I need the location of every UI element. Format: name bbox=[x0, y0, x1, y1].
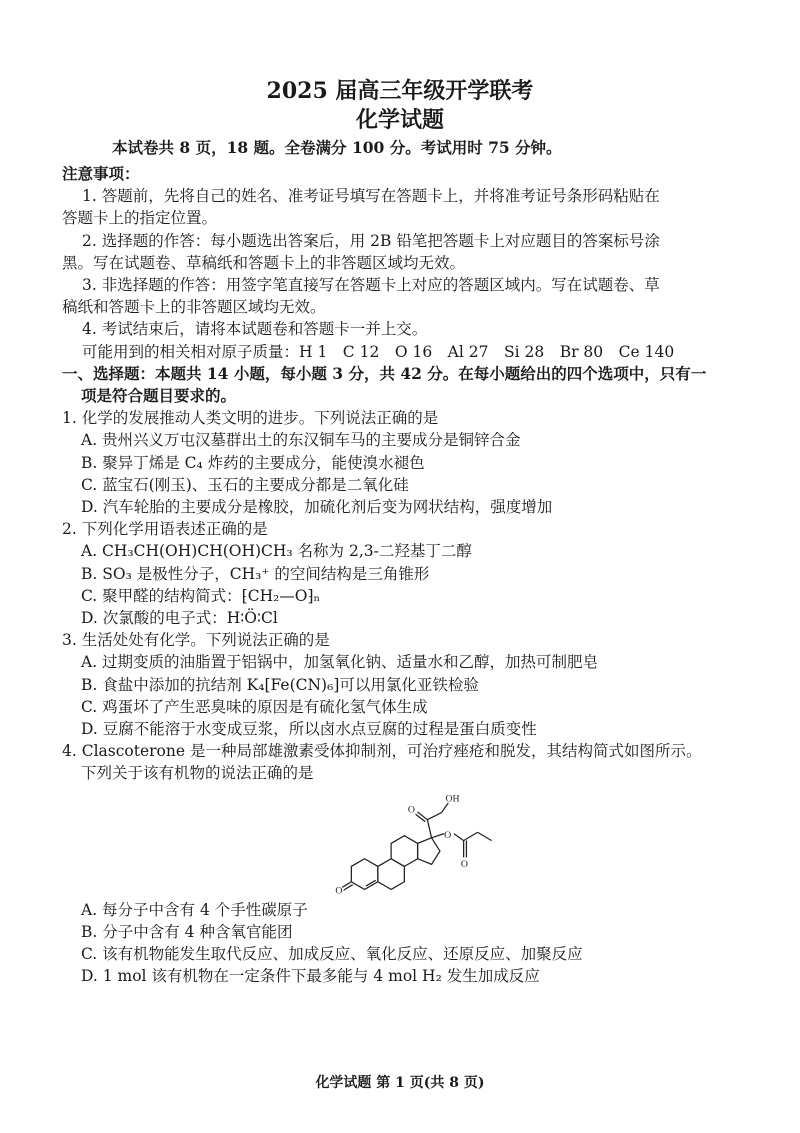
section-heading-cont: 项是符合题目要求的。 bbox=[81, 386, 237, 406]
note-line: 4. 考试结束后，请将本试题卷和答题卡一并上交。 bbox=[82, 320, 428, 339]
ring-c bbox=[391, 835, 418, 866]
option-c: C. 蓝宝石(刚玉)、玉石的主要成分都是二氧化硅 bbox=[81, 475, 409, 494]
option-b: B. 食盐中添加的抗结剂 K₄[Fe(CN)₆]可以用氯化亚铁检验 bbox=[81, 675, 479, 694]
question-stem: 2. 下列化学用语表述正确的是 bbox=[62, 520, 268, 539]
exam-title: 2025 届高三年级开学联考 bbox=[266, 78, 534, 104]
question-4 bbox=[62, 740, 762, 987]
option-d: D. 汽车轮胎的主要成分是橡胶，加硫化剂后变为网状结构，强度增加 bbox=[81, 498, 553, 517]
option-a: A. 贵州兴义万屯汉墓群出土的东汉铜车马的主要成分是铜锌合金 bbox=[81, 431, 521, 450]
atomic-masses: 可能用到的相关相对原子质量：H 1 C 12 O 16 Al 27 Si 28 Br 80 Ce 140 bbox=[82, 342, 675, 361]
note-line: 稿纸和答题卡上的非答题区域均无效。 bbox=[62, 298, 326, 317]
ring-b bbox=[378, 858, 405, 889]
note-line: 1. 答题前，先将自己的姓名、准考证号填写在答题卡上，并将准考证号条形码粘贴在 bbox=[82, 187, 660, 206]
question-1 bbox=[62, 407, 762, 518]
option-b: B. SO₃ 是极性分子，CH₃⁺ 的空间结构是三角锥形 bbox=[81, 564, 430, 583]
ester-carbonyl-oxygen-label: O bbox=[460, 858, 468, 870]
option-d: D. 1 mol 该有机物在一定条件下最多能与 4 mol H₂ 发生加成反应 bbox=[81, 967, 540, 986]
page-footer: 化学试题 第 1 页(共 8 页) bbox=[315, 1075, 485, 1091]
option-a: A. 每分子中含有 4 个手性碳原子 bbox=[81, 900, 308, 919]
option-a: A. 过期变质的油脂置于铝锅中，加氢氧化钠、适量水和乙醇，加热可制肥皂 bbox=[81, 653, 599, 672]
option-a: A. CH₃CH(OH)CH(OH)CH₃ 名称为 2,3-二羟基丁二醇 bbox=[81, 542, 472, 561]
note-line: 黑。写在试题卷、草稿纸和答题卡上的非答题区域均无效。 bbox=[62, 253, 466, 272]
exam-info: 本试卷共 8 页，18 题。全卷满分 100 分。考试用时 75 分钟。 bbox=[112, 138, 562, 157]
exam-subject: 化学试题 bbox=[355, 107, 444, 133]
clascoterone-structure bbox=[335, 789, 503, 895]
section-heading: 一、选择题：本题共 14 小题，每小题 3 分，共 42 分。在每小题给出的四个选项中，只有一 bbox=[62, 363, 707, 383]
ester-oxygen-label: O bbox=[444, 829, 452, 841]
ring-d bbox=[418, 838, 440, 865]
hydroxyl-label: OH bbox=[445, 793, 460, 805]
question-2 bbox=[62, 518, 762, 629]
note-line: 2. 选择题的作答：每小题选出答案后，用 2B 铅笔把答题卡上对应题目的答案标号涂 bbox=[82, 231, 660, 250]
exam-body bbox=[62, 163, 762, 988]
question-3 bbox=[62, 629, 762, 740]
option-d: D. 豆腐不能溶于水变成豆浆，所以卤水点豆腐的过程是蛋白质变性 bbox=[81, 720, 537, 739]
option-b: B. 分子中含有 4 种含氧官能团 bbox=[81, 922, 293, 941]
ketone-oxygen-label: O bbox=[335, 885, 343, 895]
option-c: C. 鸡蛋坏了产生恶臭味的原因是有硫化氢气体生成 bbox=[81, 697, 428, 716]
question-stem: 4. Clascoterone 是一种局部雄激素受体抑制剂，可治疗痤疮和脱发，其结构简式如图所示。 bbox=[62, 742, 702, 761]
carbonyl-oxygen-label: O bbox=[407, 804, 415, 816]
notes-heading: 注意事项： bbox=[62, 164, 140, 183]
option-c: C. 该有机物能发生取代反应、加成反应、氧化反应、还原反应、加聚反应 bbox=[81, 945, 583, 964]
question-stem: 3. 生活处处有化学。下列说法正确的是 bbox=[62, 631, 330, 650]
option-b: B. 聚异丁烯是 C₄ 炸药的主要成分，能使溴水褪色 bbox=[81, 453, 425, 472]
question-stem-cont: 下列关于该有机物的说法正确的是 bbox=[81, 764, 314, 783]
option-d: D. 次氯酸的电子式：H∶Ö∶Cl bbox=[81, 609, 278, 628]
note-line: 3. 非选择题的作答：用签字笔直接写在答题卡上对应的答题区域内。写在试题卷、草 bbox=[82, 276, 660, 295]
question-stem: 1. 化学的发展推动人类文明的进步。下列说法正确的是 bbox=[62, 409, 439, 428]
note-line: 答题卡上的指定位置。 bbox=[62, 209, 218, 228]
option-c: C. 聚甲醛的结构简式：⁅CH₂—O⁆ₙ bbox=[81, 586, 321, 605]
ring-a bbox=[351, 858, 378, 889]
